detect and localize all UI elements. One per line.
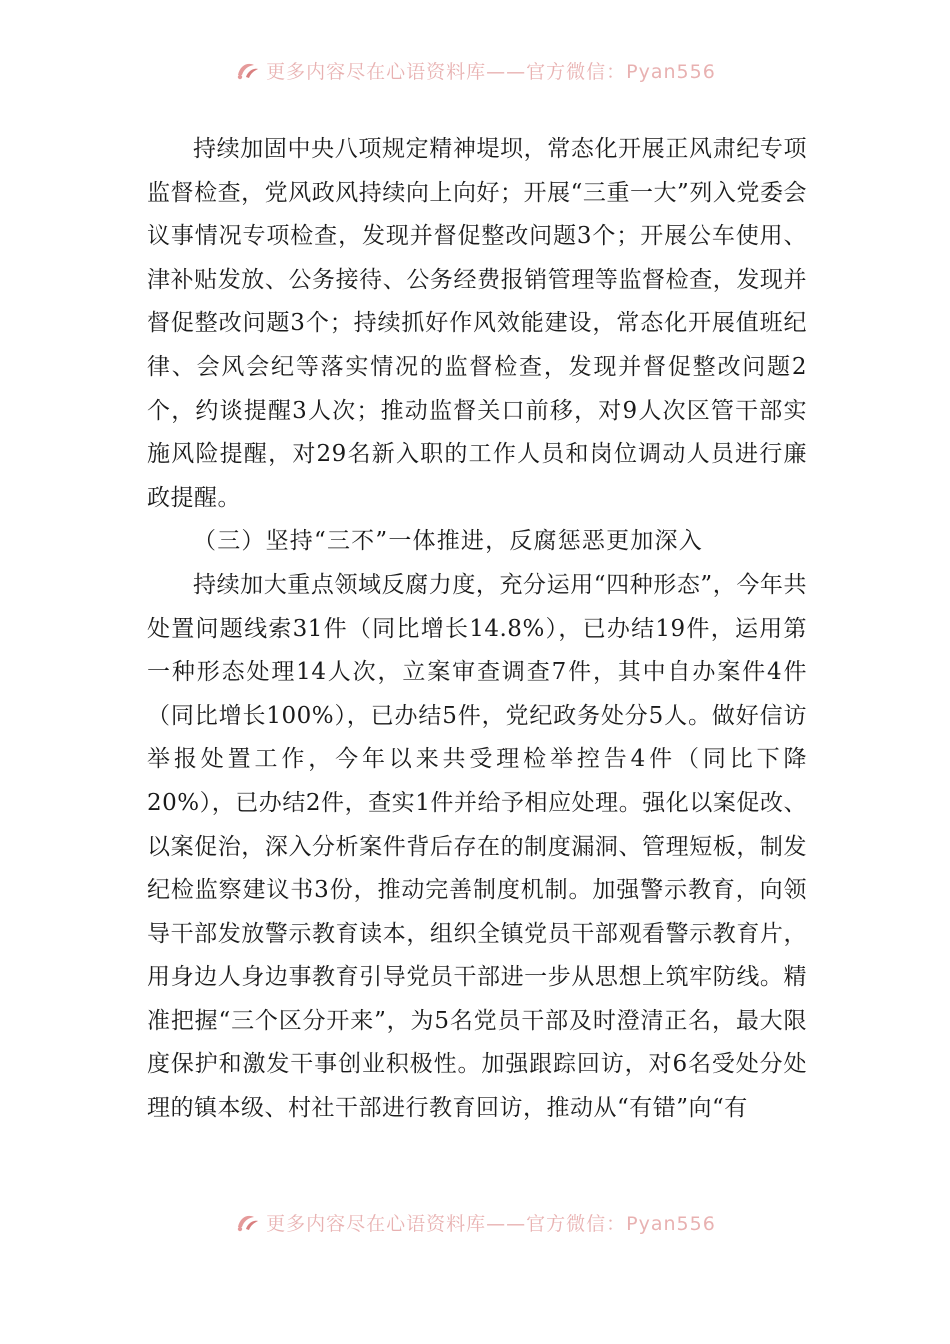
paragraph-anticorruption: 持续加大重点领域反腐力度，充分运用“四种形态”，今年共处置问题线索31件（同比增长14.8%），已办结19件，运用第一种形态处理14人次，立案审查调查7件，其中自办案件4件（同比增长100%），已办结5件，党纪政务处分5人。做好信访举报处置工作，今年以来共受理检举控告4件（同比下降20%），已办结2件，查实1件并给予相应处理。强化以案促改、以案促治，深入分析案件背后存在的制度漏洞、管理短板，制发纪检监察建议书3份，推动完善制度机制。加强警示教育，向领导干部发放警示教育读本，组织全镇党员干部观看警示教育片，用身边人身边事教育引导党员干部进一步从思想上筑牢防线。精准把握“三个区分开来”，为5名党员干部及时澄清正名，最大限度保护和激发干事创业积极性。加强跟踪回访，对6名受处分处理的镇本级、村社干部进行教育回访，推动从“有错”向“有 (147, 571, 807, 1122)
footer-watermark (0, 1206, 950, 1238)
watermark-text: 更多内容尽在心语资料库——官方微信：Pyan556 (266, 1212, 716, 1235)
header-watermark (0, 54, 950, 86)
watermark-logo-icon (234, 1211, 260, 1233)
document-body (147, 128, 807, 1131)
watermark-text: 更多内容尽在心语资料库——官方微信：Pyan556 (266, 60, 716, 83)
watermark-logo-icon (234, 59, 260, 81)
paragraph-supervision: 持续加固中央八项规定精神堤坝，常态化开展正风肃纪专项监督检查，党风政风持续向上向好；开展“三重一大”列入党委会议事情况专项检查，发现并督促整改问题3个；开展公车使用、津补贴发放、公务接待、公务经费报销管理等监督检查，发现并督促整改问题3个；持续抓好作风效能建设，常态化开展值班纪律、会风会纪等落实情况的监督检查，发现并督促整改问题2个，约谈提醒3人次；推动监督关口前移，对9人次区管干部实施风险提醒，对29名新入职的工作人员和岗位调动人员进行廉政提醒。 (147, 136, 807, 511)
section-heading-three: （三）坚持“三不”一体推进，反腐惩恶更加深入 (193, 528, 703, 555)
